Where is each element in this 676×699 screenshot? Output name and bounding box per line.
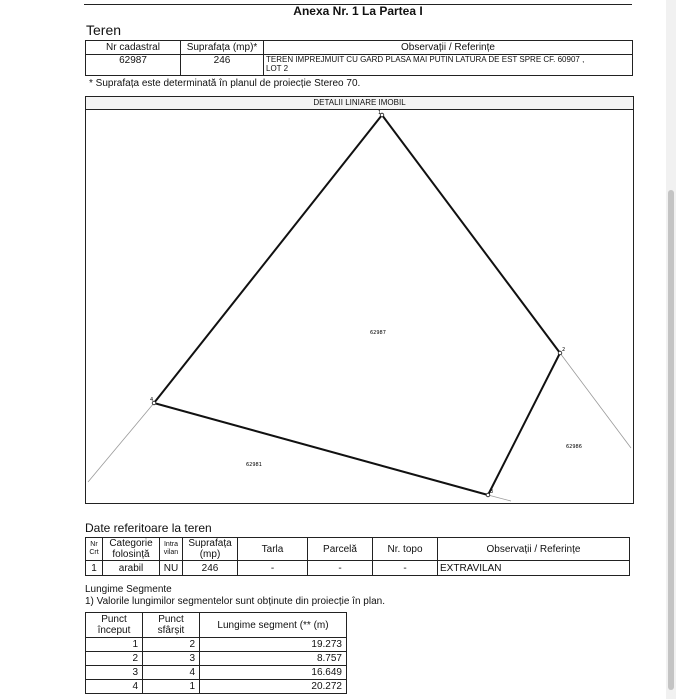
cell-intravilan: NU [160,561,183,576]
col-punct-inceput: Punct început [86,613,143,638]
cell-observatii [264,55,633,76]
col-categorie: Categorie folosință [103,538,160,561]
col-observatii: Observații / Referințe [438,538,630,561]
neighbor-boundary-line [88,403,154,482]
col-nr-cadastral: Nr cadastral [86,41,181,55]
cell-suprafata: 246 [183,561,238,576]
cell-punct-inceput: 4 [86,680,143,694]
cell-nr-cadastral: 62987 [86,55,181,76]
lungime-subtitle: 1) Valorile lungimilor segmentelor sunt obținute din proiecție în plan. [85,596,385,607]
neighbor-label-right: 62986 [566,444,582,450]
cell-lungime: 8.757 [200,652,347,666]
col-suprafata: Suprafața (mp) [183,538,238,561]
table-row [86,652,347,666]
section-title-date-teren: Date referitoare la teren [85,521,212,535]
table-row [86,638,347,652]
parcel-label: 62987 [370,330,386,336]
drawing-title: DETALII LINIARE IMOBIL [86,97,633,110]
neighbor-boundary-line [560,353,631,448]
cell-suprafata: 246 [181,55,264,76]
table-row [86,666,347,680]
cell-punct-inceput: 3 [86,666,143,680]
parcel-drawing [85,96,634,504]
teren-table [85,40,633,76]
cell-categorie: arabil [103,561,160,576]
col-parcela: Parcelă [308,538,373,561]
cell-parcela: - [308,561,373,576]
projection-note: * Suprafața este determinată în planul de proiecție Stereo 70. [89,78,361,89]
cell-punct-sfarsit: 4 [143,666,200,680]
parcel-boundary [154,115,560,495]
parcel-sketch [86,110,633,503]
cell-observatii: EXTRAVILAN [438,561,630,576]
scrollbar-thumb[interactable] [668,190,674,690]
cell-nr-topo: - [373,561,438,576]
cell-punct-sfarsit: 1 [143,680,200,694]
section-title-teren: Teren [86,22,122,38]
section-title-lungime: Lungime Segmente [85,584,172,595]
col-suprafata: Suprafața (mp)* [181,41,264,55]
vertex-label-2: 2 [562,347,566,353]
col-intravilan: Intra vilan [160,538,183,561]
col-lungime-segment: Lungime segment (** (m) [200,613,347,638]
table-row [86,55,633,76]
table-row [86,561,630,576]
table-row [86,680,347,694]
col-tarla: Tarla [238,538,308,561]
cell-lungime: 19.273 [200,638,347,652]
col-observatii: Observații / Referințe [264,41,633,55]
annex-title: Anexa Nr. 1 La Partea I [293,4,423,18]
col-punct-sfarsit: Punct sfârșit [143,613,200,638]
cell-tarla: - [238,561,308,576]
vertex-label-4: 4 [150,397,154,403]
cell-lungime: 16.649 [200,666,347,680]
observatii-line-2: LOT 2 [266,64,289,73]
vertex-label-3: 3 [490,489,494,495]
lungime-table [85,612,347,694]
cell-nr-crt: 1 [86,561,103,576]
observatii-line-1: TEREN IMPREJMUIT CU GARD PLASA MAI PUTIN LATURA DE EST SPRE CF. 60907 , [266,55,585,64]
cell-punct-sfarsit: 3 [143,652,200,666]
cell-punct-sfarsit: 2 [143,638,200,652]
neighbor-boundary-line [488,495,511,501]
scrollbar-track[interactable] [666,0,676,699]
cell-punct-inceput: 1 [86,638,143,652]
cell-lungime: 20.272 [200,680,347,694]
vertex-label-1: 1 [378,110,382,116]
cell-punct-inceput: 2 [86,652,143,666]
date-teren-table [85,537,630,576]
neighbor-label-left: 62981 [246,462,262,468]
col-nr-topo: Nr. topo [373,538,438,561]
col-nr-crt: Nr Crt [86,538,103,561]
